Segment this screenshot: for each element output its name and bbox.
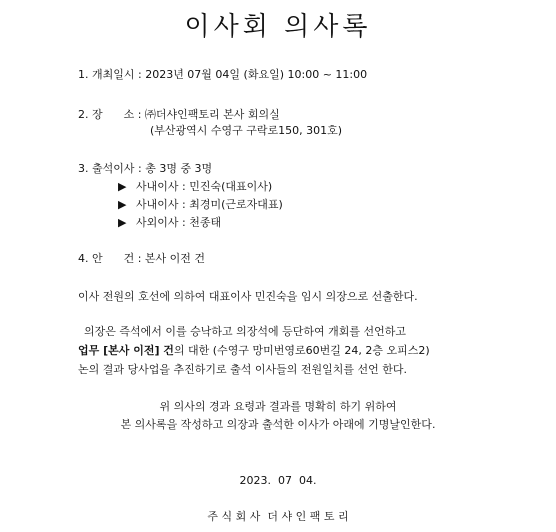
agenda-detail-line [78, 344, 430, 358]
director-item [118, 198, 283, 212]
director-item [118, 180, 272, 194]
agenda: 4. 안 건 : 본사 이전 건 [78, 252, 206, 265]
agenda-bold-text: 업무 [본사 이전] 건 [78, 344, 174, 357]
meeting-address: (부산광역시 수영구 구락로150, 301호) [150, 124, 343, 137]
attending-directors: 3. 출석이사 : 총 3명 중 3명 [78, 162, 213, 175]
bullet-arrow-icon: ▶ [118, 198, 127, 211]
bullet-arrow-icon: ▶ [118, 180, 127, 193]
resolution-line: 논의 결과 당사업을 추진하기로 출석 이사들의 전원일치를 선언 한다. [78, 363, 407, 376]
agenda-detail-text: 의 대한 (수영구 망미번영로60번길 24, 2층 오피스2) [173, 344, 430, 357]
closing-line-2: 본 의사록을 작성하고 의장과 출석한 이사가 아래에 기명날인한다. [120, 418, 436, 431]
director-item [118, 216, 221, 230]
chair-election-paragraph: 이사 전원의 호선에 의하여 대표이사 민진숙을 임시 의장으로 선출한다. [78, 290, 418, 303]
director-label: 사내이사 : 민진숙(대표이사) [136, 180, 273, 193]
director-label: 사외이사 : 천종태 [136, 216, 222, 229]
document-date: 2023. 07 04. [239, 474, 317, 487]
bullet-arrow-icon: ▶ [118, 216, 127, 229]
document-title: 이사회 의사록 [184, 12, 372, 42]
director-label: 사내이사 : 최경미(근로자대표) [136, 198, 283, 211]
meeting-location: 2. 장 소 : ㈜더샤인팩토리 본사 회의실 [78, 108, 280, 121]
meeting-datetime: 1. 개최일시 : 2023년 07월 04일 (화요일) 10:00 ~ 11:00 [78, 68, 368, 81]
company-name: 주 식 회 사 더 샤 인 팩 토 리 [207, 510, 349, 523]
opening-line: 의장은 즉석에서 이를 승낙하고 의장석에 등단하여 개회를 선언하고 [84, 325, 407, 338]
closing-line-1: 위 의사의 경과 요령과 결과를 명확히 하기 위하여 [159, 400, 397, 413]
